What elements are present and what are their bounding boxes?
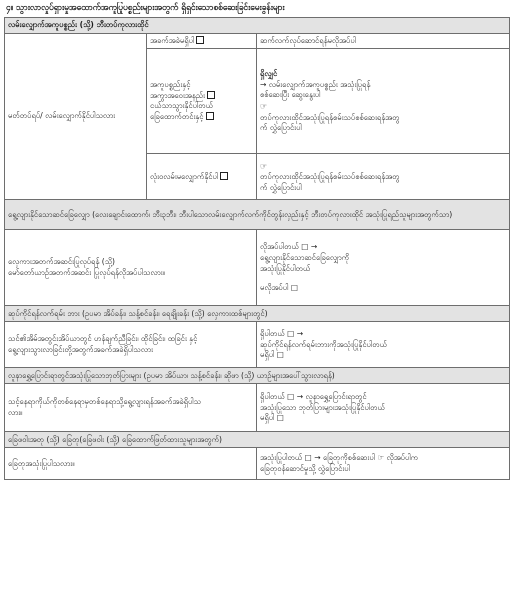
document-title: ၄။ သွားလာလှုပ်ရှားမှုအထောက်အကူပြုပစ္စည်းများအတွက် ရှိရှင်းသောစစ်ဆေးခြင်းမေးခွန်းများ [6,2,285,12]
answer-prosthesis: အသုံးပြုပါတယ် □ → ခြေတုကိုစစ်ဆေးပါ ☞ လိုအပ်ပါက ခြေတုဝန်ဆောင်မှုသို့ လွှဲပြောင်းပါ [257,448,510,480]
pointing-hand-icon: ☞ [260,102,268,112]
question-grab-bar: သင်၏အိမ်အတွင်းအိပ်ယာတွင် ဟန်ချက်ညီခြင်း၊ ထိုင်ခြင်း၊ ထခြင်း နှင့် ရွေ့လျားသွားလာခြင်းတို့အတွက်အခက်အခဲရှိပါသလား [5,322,257,368]
checkbox-cannot-walk[interactable] [220,172,228,180]
checkbox-leg-strength[interactable] [206,112,214,120]
option-with-aid: အကူပစ္စည်းနှင့် အကွာအဝေးအနည်း ငယ်သာသွားနိုင်ပါတယ် ခြေထောက်တင်းနှင့် [147,49,257,154]
action-cannot-walk: ☞ တပ်ကုလားထိုင်အသုံးပြုရန်စမ်းသပ်စစ်ဆေးရန်အတွ က် လွှဲပြောင်းပါ [257,154,510,200]
answer-ramp: လိုအပ်ပါတယ် □ → ရွေ့လျားနိုင်သောဆင်ခြေလျှောကို အသုံးပြုနိုင်ပါတယ် မလိုအပ်ပါ □ [257,230,510,306]
option-no-difficulty: အခက်အခဲမရှိပါ [147,33,257,49]
section-header-row [5,200,510,230]
document-page [4,0,510,480]
table-row [5,384,510,432]
option-cannot-walk: လုံးဝလမ်းမလျှောက်နိုင်ပါ [147,154,257,200]
checkbox-no-difficulty[interactable] [196,36,204,44]
table-row [5,33,510,49]
question-prosthesis: ခြေတုအသုံးပြုပါသလား။ [5,448,257,480]
action-no-difficulty: ဆက်လက်လုပ်ဆောင်ရန်မလိုအပ်ပါ [257,33,510,49]
question-ramp: လှေကားအတက်အဆင်းပြုလုပ်ရန် (သို့) မော်တော်ယာဉ်အတက်အဆင်း ပြုလုပ်ရန်လိုအပ်ပါသလား။ [5,230,257,306]
question-transfer-board: သင့်နေရာကိုယ်ကိုတစ်နေရာမှတစ်နေရာသို့ရွေ့လျားရန်အခက်အခဲရှိပါသ လား။ [5,384,257,432]
section-header-row [5,306,510,322]
table-row [5,448,510,480]
pointing-hand-icon: ☞ [260,161,268,171]
section-header-walking-aid: လမ်းလျှောက်အကူပစ္စည်း (သို့) ဘီးတပ်ကုလားထိုင် [5,17,510,33]
answer-transfer-board: ရှိပါတယ် □ → လူနာရွှေ့ပြောင်းရာတွင် အသုံးပြုသော ဘုတ်ပြားများအသုံးပြုနိုင်ပါတယ် မရှိပါ □ [257,384,510,432]
answer-grab-bar: ရှိပါတယ် □ → ဆုပ်ကိုင်ရန်လက်ရမ်းဘားကိုအသုံးပြုနိုင်ပါတယ် မရှိပါ □ [257,322,510,368]
section-header-ramp: ရွေ့လျားနိုင်သောဆင်ခြေလျှော (လေးချောင်းထောက်၊ ဘီး၃ဘီး၊ ဘီးပါသောလမ်းလျှောက်လက်ကိုင်တွန်းလှည်းနှင့် ဘီးတပ်ကုလားထိုင် အသုံးပြုရည်သူများအတွက်သာ) [5,200,510,230]
section-header-row [5,368,510,384]
table-row [5,230,510,306]
checkbox-with-aid[interactable] [207,91,215,99]
section-header-grab-bar: ဆုပ်ကိုင်ရန်လက်ရမ်း ဘား (ဥပမာ အိပ်ခန်း၊ သန့်စင်ခန်း၊ ရေချိုးခန်း (သို့) လှေကားထစ်များတွင်) [5,306,510,322]
table-row [5,322,510,368]
question-stand-walk: မတ်တပ်ရပ်/ လမ်းလျှောက်နိုင်ပါသလား [5,33,147,200]
section-header-row [5,432,510,448]
section-header-prosthesis: ခြေဖဝါးအတု (သို့) ခြေတု(ခြေဖဝါး (သို့) ခြေထောက်ဖြတ်ထားသူများအတွက်) [5,432,510,448]
section-header-transfer-board: လူနာရွှေ့ပြောင်းရာတွင်အသုံးပြုသောဘုတ်ပြားများ (ဥပမာ အိပ်ယာ၊ သန့်စင်ခန်း၊ ဆိုဖာ (သို့) ယာဉ်များအပေါ်သွားလာရန်) [5,368,510,384]
action-with-aid: ရှိလျှင် → လမ်းလျှောက်အကူပစ္စည်း အသုံးပြုရန် စစ်ဆေးပြီး ဆွေးနွေးပါ ☞ တပ်ကုလားထိုင်အသုံးပြုရန်စမ်းသပ်စစ်ဆေးရန်အတွ က် လွှဲပြောင်းပါ [257,49,510,154]
section-header-row [5,17,510,33]
screening-table [4,17,510,481]
